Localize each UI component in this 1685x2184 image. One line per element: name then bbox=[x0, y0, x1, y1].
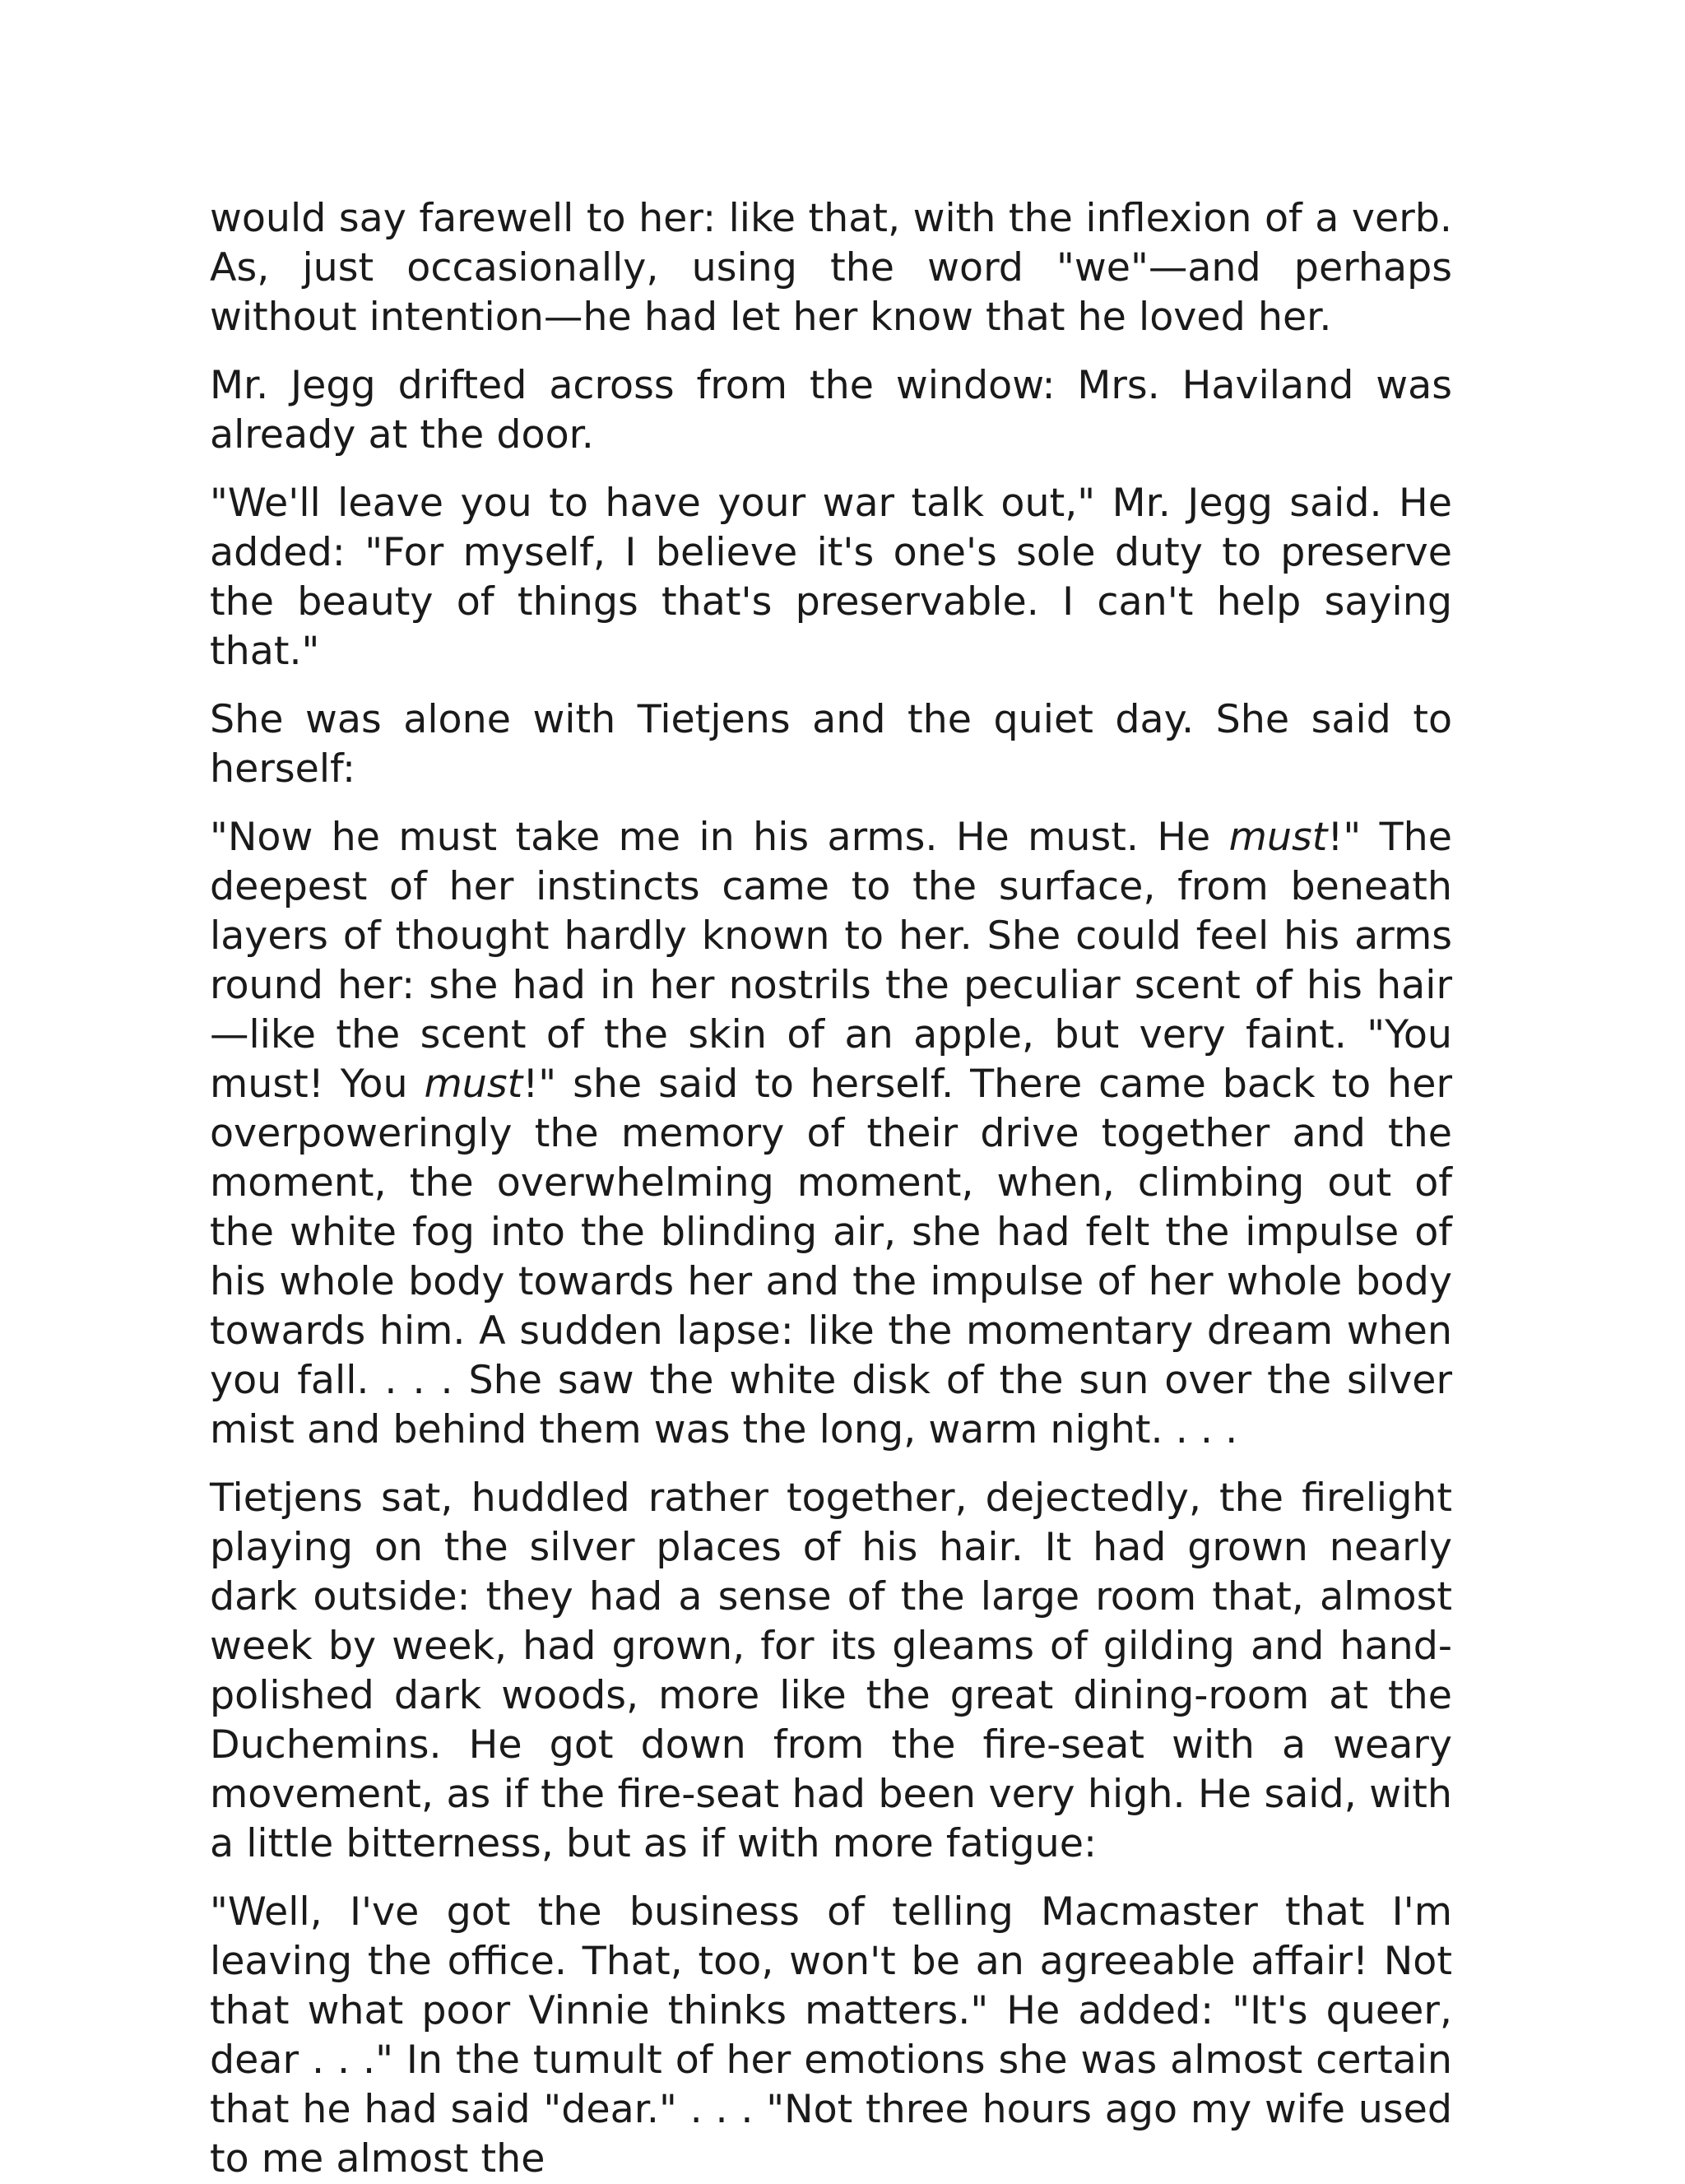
paragraph-text: "Now he must take me in his arms. He must. He bbox=[210, 815, 1229, 860]
paragraph-2 bbox=[210, 361, 1452, 460]
paragraph-1 bbox=[210, 194, 1452, 342]
paragraph-5 bbox=[210, 813, 1452, 1455]
paragraph-7 bbox=[210, 1888, 1452, 2184]
italic-emphasis: must bbox=[1228, 815, 1328, 860]
paragraph-3 bbox=[210, 479, 1452, 676]
paragraph-text: !" she said to herself. There came back to her overpoweringly the memory of their drive together and the moment, the overwhelming moment, when, climbing out of the white fog into the blinding air, she had felt the impulse of his whole body towards her and the impulse of her whole body towards him. A sudden lapse: like the momentary dream when you fall. . . . She saw the white disk of the sun over the silver mist and behind them was the long, warm night. . . . bbox=[210, 1062, 1452, 1452]
paragraph-text: Mr. Jegg drifted across from the window: Mrs. Haviland was already at the door. bbox=[210, 363, 1452, 458]
paragraph-text: would say farewell to her: like that, with the inflexion of a verb. As, just occasionally, using the word "we"—and perhaps without intention—he had let her know that he loved her. bbox=[210, 196, 1452, 340]
paragraph-text: !" The deepest of her instincts came to the surface, from beneath layers of thought hardly known to her. She could feel his arms round her: she had in her nostrils the peculiar scent of his hair—like the scent of the skin of an apple, but very faint. "You must! You bbox=[210, 815, 1452, 1107]
paragraph-text: "Well, I've got the business of telling Macmaster that I'm leaving the office. That, too, won't be an agreeable affair! Not that what poor Vinnie thinks matters." He added: "It's queer, dear . . ." In the tumult of her emotions she was almost certain that he had said "dear." . . . "Not three hours ago my wife used to me almost the bbox=[210, 1889, 1452, 2182]
paragraph-text: She was alone with Tietjens and the quiet day. She said to herself: bbox=[210, 697, 1452, 792]
document-page bbox=[210, 194, 1452, 2184]
paragraph-text: "We'll leave you to have your war talk out," Mr. Jegg said. He added: "For myself, I believe it's one's sole duty to preserve the beauty of things that's preservable. I can't help saying that." bbox=[210, 481, 1452, 674]
paragraph-text: Tietjens sat, huddled rather together, dejectedly, the firelight playing on the silver places of his hair. It had grown nearly dark outside: they had a sense of the large room that, almost week by week, had grown, for its gleams of gilding and hand-polished dark woods, more like the great dining-room at the Duchemins. He got down from the fire-seat with a weary movement, as if the fire-seat had been very high. He said, with a little bitterness, but as if with more fatigue: bbox=[210, 1475, 1452, 1866]
italic-emphasis: must bbox=[424, 1062, 523, 1107]
paragraph-6 bbox=[210, 1474, 1452, 1869]
paragraph-4 bbox=[210, 695, 1452, 794]
